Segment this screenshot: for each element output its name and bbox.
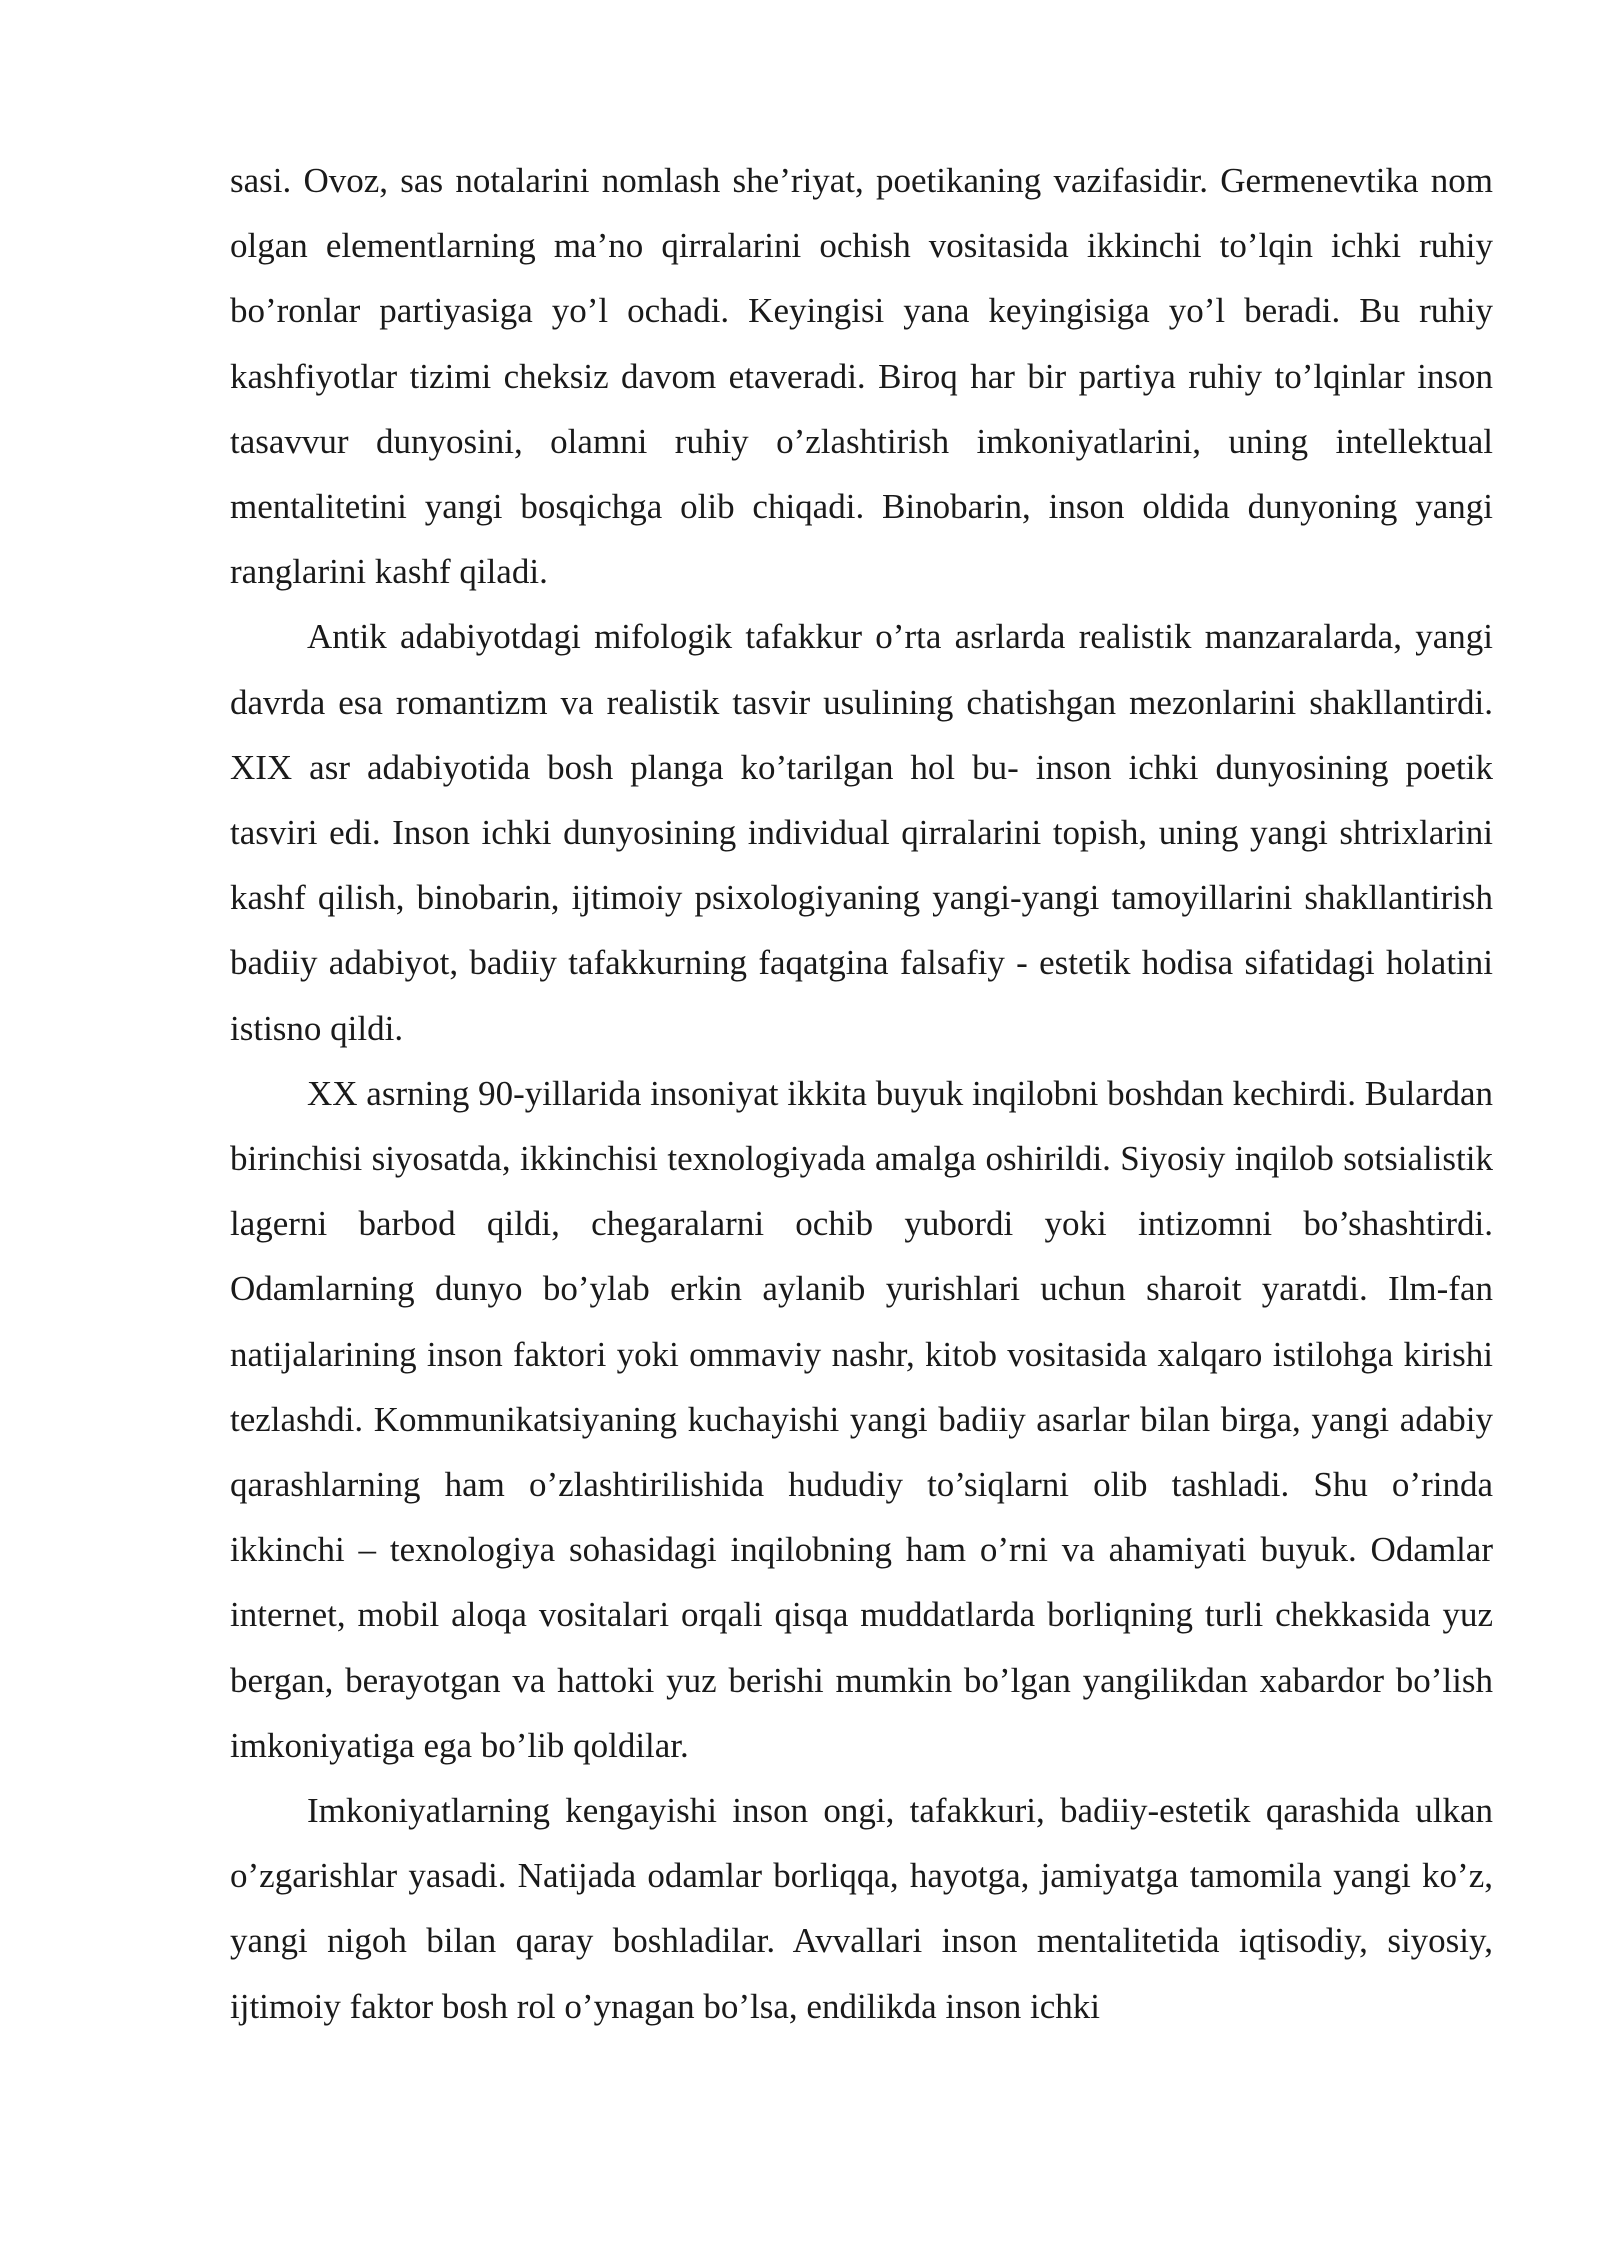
document-page bbox=[230, 148, 1493, 2039]
paragraph-xx-asr: XX asrning 90-yillarida insoniyat ikkita buyuk inqilobni boshdan kechirdi. Bulardan birinchisi siyosatda, ikkinchisi texnologiyada amalga oshirildi. Siyosiy inqilob sotsialistik lagerni barbod qildi, chegaralarni ochib yubordi yoki intizomni bo’shashtirdi. Odamlarning dunyo bo’ylab erkin aylanib yurishlari uchun sharoit yaratdi. Ilm-fan natijalarining inson faktori yoki ommaviy nashr, kitob vositasida xalqaro istilohga kirishi tezlashdi. Kommunikatsiyaning kuchayishi yangi badiiy asarlar bilan birga, yangi adabiy qarashlarning ham o’zlashtirilishida hududiy to’siqlarni olib tashladi. Shu o’rinda ikkinchi – texnologiya sohasidagi inqilobning ham o’rni va ahamiyati buyuk. Odamlar internet, mobil aloqa vositalari orqali qisqa muddatlarda borliqning turli chekkasida yuz bergan, berayotgan va hattoki yuz berishi mumkin bo’lgan yangilikdan xabardor bo’lish imkoniyatiga ega bo’lib qoldilar. bbox=[230, 1073, 1493, 1765]
paragraph-imkoniyatlar: Imkoniyatlarning kengayishi inson ongi, tafakkuri, badiiy-estetik qarashida ulkan o’zgarishlar yasadi. Natijada odamlar borliqqa, hayotga, jamiyatga tamomila yangi ko’z, yangi nigoh bilan qaray boshladilar. Avvallari inson mentalitetida iqtisodiy, siyosiy, ijtimoiy faktor bosh rol o’ynagan bo’lsa, endilikda inson ichki bbox=[230, 1791, 1493, 2026]
paragraph-antik-adabiyot: Antik adabiyotdagi mifologik tafakkur o’rta asrlarda realistik manzaralarda, yangi davrda esa romantizm va realistik tasvir usulining chatishgan mezonlarini shakllantirdi. XIX asr adabiyotida bosh planga ko’tarilgan hol bu- inson ichki dunyosining poetik tasviri edi. Inson ichki dunyosining individual qirralarini topish, uning yangi shtrixlarini kashf qilish, binobarin, ijtimoiy psixologiyaning yangi-yangi tamoyillarini shakllantirish badiiy adabiyot, badiiy tafakkurning faqatgina falsafiy - estetik hodisa sifatidagi holatini istisno qildi. bbox=[230, 617, 1493, 1048]
paragraph-continuation: sasi. Ovoz, sas notalarini nomlash she’riyat, poetikaning vazifasidir. Germenevtika nom olgan elementlarning ma’no qirralarini ochish vositasida ikkinchi to’lqin ichki ruhiy bo’ronlar partiyasiga yo’l ochadi. Keyingisi yana keyingisiga yo’l beradi. Bu ruhiy kashfiyotlar tizimi cheksiz davom etaveradi. Biroq har bir partiya ruhiy to’lqinlar inson tasavvur dunyosini, olamni ruhiy o’zlashtirish imkoniyatlarini, uning intellektual mentalitetini yangi bosqichga olib chiqadi. Binobarin, inson oldida dunyoning yangi ranglarini kashf qiladi. bbox=[230, 161, 1493, 592]
